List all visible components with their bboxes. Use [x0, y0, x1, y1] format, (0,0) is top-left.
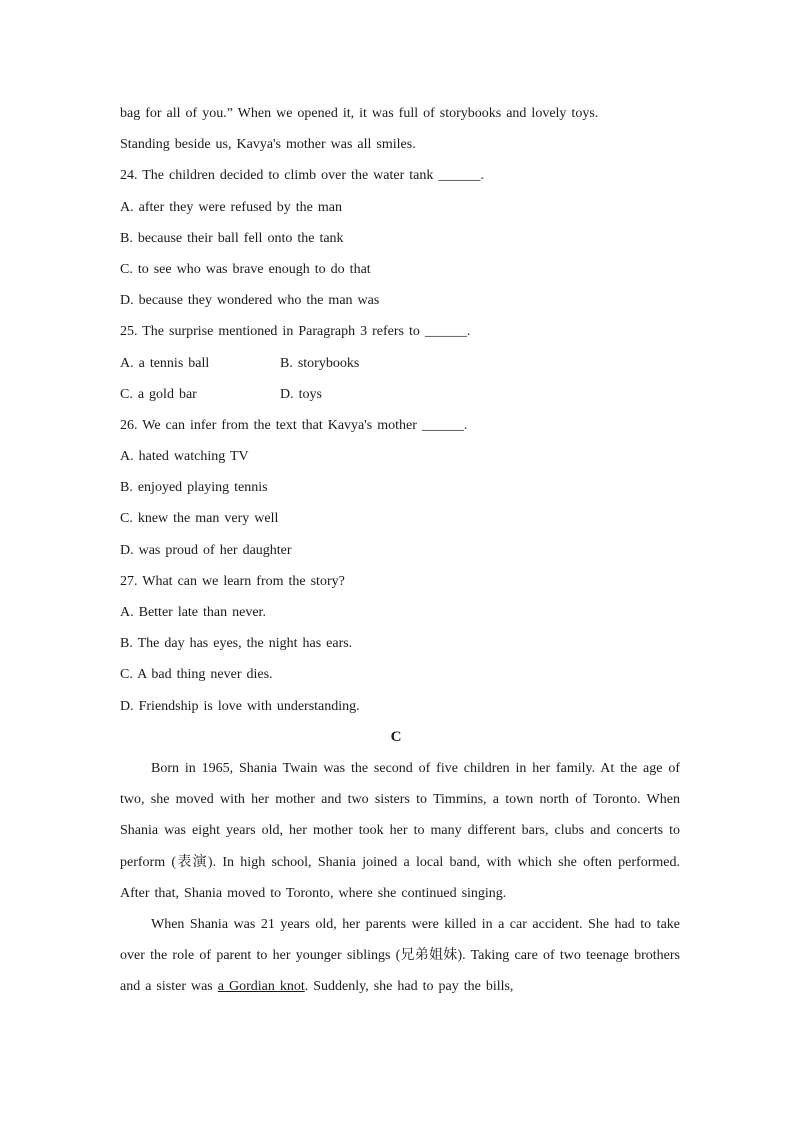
- section-title: C: [390, 728, 402, 745]
- paragraph-text: When Shania was 21 years old, her parents were killed in a car accident. She had to take over the role of parent to her younger siblings (兄弟姐妹). Taking care of two teenage brothers and a sister was: [120, 916, 680, 995]
- option-b: B. enjoyed playing tennis: [120, 480, 268, 496]
- intro-line: Standing beside us, Kavya's mother was all smiles.: [120, 137, 416, 153]
- option-a: A. after they were refused by the man: [120, 199, 342, 215]
- option-d: D. toys: [280, 386, 322, 402]
- question-stem: 24. The children decided to climb over the water tank ______.: [120, 168, 484, 184]
- underlined-phrase: a Gordian knot: [217, 979, 305, 995]
- option-c: C. knew the man very well: [120, 511, 279, 527]
- option-c: C. to see who was brave enough to do that: [120, 261, 371, 277]
- intro-line: bag for all of you.” When we opened it, it was full of storybooks and lovely toys.: [120, 106, 599, 121]
- question-stem: 26. We can infer from the text that Kavya's mother ______.: [120, 417, 468, 433]
- option-b: B. storybooks: [280, 355, 360, 371]
- question-26: [120, 410, 680, 566]
- question-27: [120, 566, 680, 722]
- question-24: [120, 160, 680, 316]
- option-row: [120, 348, 680, 379]
- option-b: B. because their ball fell onto the tank: [120, 230, 344, 246]
- option-d: D. Friendship is love with understanding.: [120, 698, 360, 714]
- option-c: C. A bad thing never dies.: [120, 667, 273, 683]
- option-d: D. because they wondered who the man was: [120, 293, 380, 309]
- question-25: [120, 316, 680, 410]
- option-a: A. a tennis ball: [120, 355, 210, 371]
- option-a: A. Better late than never.: [120, 605, 266, 620]
- option-d: D. was proud of her daughter: [120, 542, 292, 558]
- paragraph-text: . Suddenly, she had to pay the bills,: [304, 979, 514, 995]
- question-stem: 27. What can we learn from the story?: [120, 573, 345, 589]
- option-a: A. hated watching TV: [120, 449, 249, 465]
- passage-paragraph: [120, 909, 680, 1003]
- option-c: C. a gold bar: [120, 386, 197, 402]
- question-stem: 25. The surprise mentioned in Paragraph 3 refers to ______.: [120, 324, 471, 340]
- passage-paragraph: Born in 1965, Shania Twain was the second of five children in her family. At the age of two, she moved with her mother and two sisters to Timmins, a town north of Toronto. When Shania was eight years old, her mother took her to many different bars, clubs and concerts to perform (表演). In high school, Shania joined a local band, with which she often performed. After that, Shania moved to Toronto, where she continued singing.: [120, 760, 680, 901]
- document-page: [120, 98, 680, 1003]
- option-row: [120, 379, 680, 410]
- option-b: B. The day has eyes, the night has ears.: [120, 636, 353, 652]
